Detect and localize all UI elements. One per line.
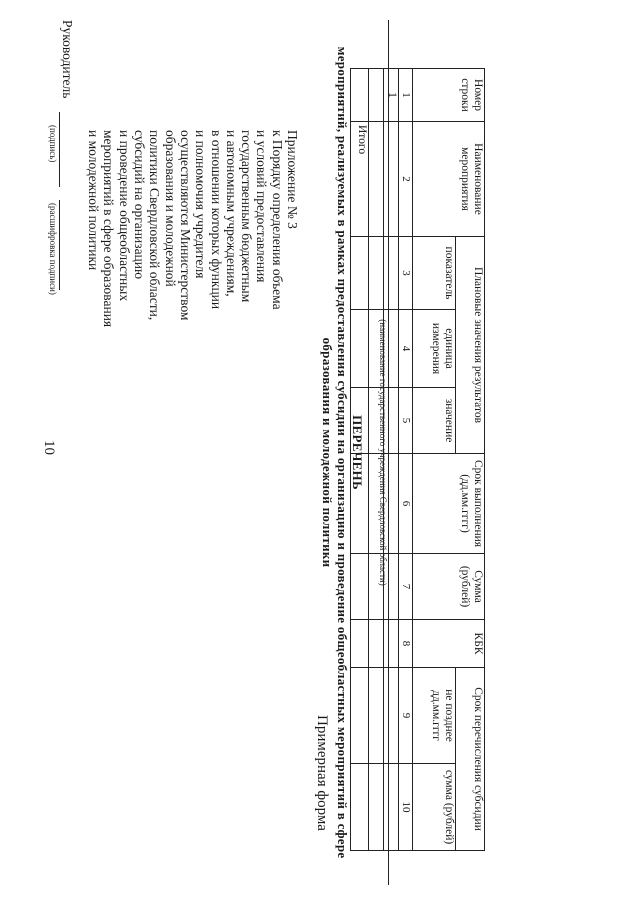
table-cell xyxy=(351,554,369,620)
events-table xyxy=(350,68,485,851)
page-number: 10 xyxy=(41,440,57,455)
title-heading: ПЕРЕЧЕНЬ xyxy=(350,415,365,490)
column-number: 1 xyxy=(399,69,413,122)
header-transfer-period: Срок перечисления субсидии xyxy=(456,668,485,851)
header-event-name: Наименование мероприятия xyxy=(413,122,485,237)
table-cell xyxy=(384,122,399,237)
total-label: Итого xyxy=(351,122,369,237)
appendix-line: образования и молодежной xyxy=(162,130,178,287)
total-row xyxy=(351,69,369,851)
appendix-line: и молодежной политики xyxy=(86,130,102,271)
table-cell xyxy=(384,620,399,668)
table-row xyxy=(369,69,384,851)
column-number: 3 xyxy=(399,237,413,310)
table-cell xyxy=(369,388,384,454)
table-row xyxy=(384,69,399,851)
table-cell xyxy=(384,237,399,310)
table-cell xyxy=(369,764,384,851)
table-cell xyxy=(384,764,399,851)
appendix-block xyxy=(86,130,300,380)
decoding-caption: (расшифровка подписи) xyxy=(48,203,58,295)
column-number: 10 xyxy=(399,764,413,851)
table-cell xyxy=(351,310,369,388)
form-type-label: Примерная форма xyxy=(314,715,330,831)
table-cell xyxy=(369,310,384,388)
table-cell xyxy=(351,69,369,122)
appendix-line: и автономным учреждениям, xyxy=(223,130,239,297)
column-number: 9 xyxy=(399,668,413,764)
header-deadline: Срок выполнения (дд.мм.гггг) xyxy=(413,454,485,554)
appendix-line: и полномочия учредителя xyxy=(193,130,209,279)
table-cell xyxy=(369,554,384,620)
appendix-line: в отношении которых функции xyxy=(208,130,224,310)
table-cell xyxy=(384,668,399,764)
column-number: 6 xyxy=(399,454,413,554)
column-number: 5 xyxy=(399,388,413,454)
title-line-2: образования и молодежной политики xyxy=(320,337,335,568)
table-cell xyxy=(369,668,384,764)
header-planned-results: Плановые значения результатов xyxy=(456,237,485,454)
table-cell xyxy=(369,620,384,668)
title-line-1: мероприятий, реализуемых в рамках предоставления субсидии на организацию и проведение общеобластных мероприятий в сфере xyxy=(335,46,350,859)
appendix-line: мероприятий в сфере образования xyxy=(101,130,117,328)
appendix-line: к Порядку определения объема xyxy=(269,130,285,310)
table-cell xyxy=(384,388,399,454)
table-cell xyxy=(351,668,369,764)
table-cell xyxy=(369,237,384,310)
table-cell xyxy=(384,454,399,554)
header-kbk: КБК xyxy=(413,620,485,668)
column-number: 4 xyxy=(399,310,413,388)
table-cell xyxy=(369,454,384,554)
table-cell xyxy=(384,554,399,620)
signature-role: Руководитель xyxy=(60,20,75,99)
table-cell xyxy=(351,237,369,310)
appendix-line: субсидий на организацию xyxy=(132,130,148,280)
decoding-line xyxy=(59,200,60,290)
signature-caption: (подпись) xyxy=(48,125,58,163)
appendix-line: и проведение общеобластных xyxy=(116,130,132,302)
appendix-line: государственным бюджетным xyxy=(239,130,255,303)
header-indicator: показатель xyxy=(413,237,456,310)
appendix-line: Приложение № 3 xyxy=(285,130,300,229)
appendix-line: и условий предоставления xyxy=(254,130,270,283)
appendix-line: осуществляются Министерством xyxy=(177,130,193,321)
table-cell xyxy=(351,454,369,554)
table-cell xyxy=(351,764,369,851)
table-cell xyxy=(384,310,399,388)
header-sum: Сумма (рублей) xyxy=(413,554,485,620)
row-number-cell: 1 xyxy=(384,69,399,122)
table-cell xyxy=(351,388,369,454)
column-number: 8 xyxy=(399,620,413,668)
table-cell xyxy=(369,122,384,237)
header-transfer-sum: сумма (рублей) xyxy=(413,764,456,851)
header-row-number: Номер строки xyxy=(413,69,485,122)
header-unit: единица измерения xyxy=(413,310,456,388)
table-cell xyxy=(351,620,369,668)
appendix-line: политики Свердловской области, xyxy=(147,130,163,321)
signature-line xyxy=(59,112,60,187)
institution-caption: (наименование государственного учреждения Свердловской области) xyxy=(378,319,388,586)
column-number: 2 xyxy=(399,122,413,237)
column-number: 7 xyxy=(399,554,413,620)
row-number-cell xyxy=(369,69,384,122)
header-value: значение xyxy=(413,388,456,454)
column-number-row xyxy=(399,69,413,851)
header-not-later: не позднее дд.мм.гггг xyxy=(413,668,456,764)
